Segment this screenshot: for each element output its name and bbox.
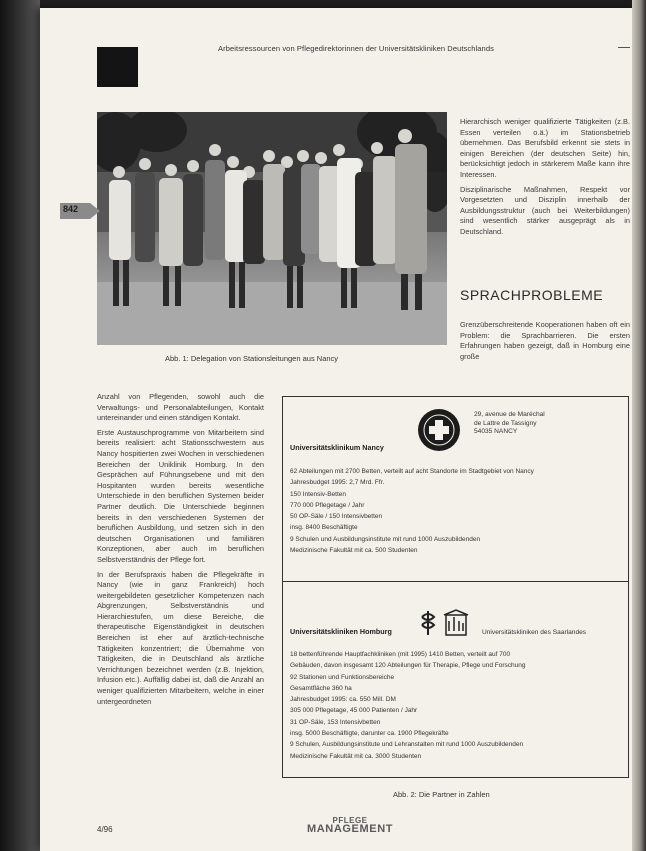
fact-line: 31 OP-Säle, 153 Intensivbetten bbox=[290, 718, 381, 726]
address-line: 54035 NANCY bbox=[474, 428, 518, 436]
fact-line: 150 Intensiv-Betten bbox=[290, 490, 347, 498]
magazine-logo-top: PFLEGE bbox=[332, 816, 368, 825]
page-edge bbox=[632, 0, 646, 851]
homburg-facts bbox=[290, 649, 526, 762]
fact-line: Gebäuden, davon insgesamt 120 Abteilungen für Therapie, Pflege und Forschung bbox=[290, 662, 526, 670]
magazine-logo-bottom: MANAGEMENT bbox=[307, 823, 394, 835]
fact-line: Jahresbudget 1995: ca. 550 Mill. DM bbox=[290, 696, 396, 704]
fact-line: 305 000 Pflegetage, 45 000 Patienten / Jahr bbox=[290, 707, 418, 715]
running-head: Arbeitsressourcen von Pflegedirektorinnen der Universitätskliniken Deutschlands bbox=[218, 44, 494, 53]
section-marker-block bbox=[97, 47, 138, 87]
fact-line: 9 Schulen und Ausbildungsinstitute mit rund 1000 Auszubildenden bbox=[290, 535, 481, 543]
fact-line: insg. 8400 Beschäftigte bbox=[290, 524, 358, 532]
fact-line: 50 OP-Säle / 150 Intensivbetten bbox=[290, 513, 383, 521]
photo-caption: Abb. 1: Delegation von Stationsleitungen aus Nancy bbox=[165, 354, 339, 363]
fact-line: Medizinische Fakultät mit ca. 500 Studenten bbox=[290, 547, 418, 555]
fact-line: 62 Abteilungen mit 2700 Betten, verteilt auf acht Standorte im Stadtgebiet von Nancy bbox=[290, 468, 534, 475]
left-column bbox=[97, 392, 264, 711]
book-spine-shadow bbox=[0, 0, 40, 851]
nancy-seal-logo bbox=[417, 408, 461, 452]
magazine-logo bbox=[307, 816, 393, 835]
fact-line: Jahresbudget 1995: 2,7 Mrd. Ffr. bbox=[290, 479, 385, 487]
paragraph: Anzahl von Pflegenden, sowohl auch die Verwaltungs- und Personalabteilungen, Kontakt untereinander und einen ständigen Kontakt. bbox=[97, 392, 264, 423]
homburg-subtitle: Universitätskliniken des Saarlandes bbox=[482, 629, 587, 636]
fact-line: Medizinische Fakultät mit ca. 3000 Studenten bbox=[290, 752, 422, 760]
address-line: 29, avenue de Maréchal bbox=[474, 411, 545, 418]
nancy-facts bbox=[290, 466, 534, 556]
paragraph: Disziplinarische Maßnahmen, Respekt vor Vorgesetzten und Disziplin innerhalb der Ausbildungsstruktur (auch bei Weiterbildungen) sind wesentlich stärker ausgeprägt als in Deutschland. bbox=[460, 184, 630, 236]
paragraph: Hierarchisch weniger qualifizierte Tätigkeiten (z.B. Essen verteilen o.ä.) im Stationsbetrieb übernehmen. Das Berufsbild erkennt sie stets in einigen Bereichen (der deutschen Seite) hin, berücksichtigt jedoch in stärkerem Maße kann ihre Interessen. bbox=[460, 117, 630, 179]
page-number: 842 bbox=[63, 204, 79, 214]
fact-line: Gesamtfläche 360 ha bbox=[290, 684, 352, 692]
box-divider bbox=[283, 581, 628, 582]
nancy-address bbox=[474, 411, 545, 437]
homburg-title: Universitätskliniken Homburg bbox=[290, 627, 392, 636]
fact-line: 92 Stationen und Funktionsbereiche bbox=[290, 673, 395, 681]
nancy-title: Universitätsklinikum Nancy bbox=[290, 443, 384, 452]
address-line: de Lattre de Tassigny bbox=[474, 419, 537, 427]
fact-line: 770 000 Pflegetage / Jahr bbox=[290, 501, 365, 509]
right-column-intro bbox=[460, 117, 630, 242]
fact-line: 18 bettenführende Hauptfachkliniken (mit 1995) 1410 Betten, verteilt auf 700 bbox=[290, 651, 511, 658]
section-heading: SPRACHPROBLEME bbox=[460, 287, 604, 303]
fact-line: insg. 5000 Beschäftigte, darunter ca. 1900 Pflegekräfte bbox=[290, 730, 449, 738]
right-column-section bbox=[460, 320, 630, 366]
paragraph: Erste Austauschprogramme von Mitarbeitern sind bereits realisiert: acht Stationsschwestern aus Nancy hospitierten zwei Wochen in verschiedenen Bereichen der Uniklinik Homburg. In den Gesprächen auf Führungsebene und mit den Hospitanten wurden bereits wesentliche Unterschiede in den beruflichen Systemen beider Partner deutlich. Die Unterschiede beginnen bereits in den verschiedenen Systemen der beruflichen Ausbildung, und setzen sich in den deutschen Organisationen und familiären Konzeptionen, aber auch im beruflichen Selbstverständnis der Pflege fort. bbox=[97, 427, 264, 564]
paragraph: Grenzüberschreitende Kooperationen haben oft ein Problem: die Sprachbarrieren. Die ersten Erfahrungen haben gezeigt, daß in Homburg eine große bbox=[460, 320, 630, 361]
footer-issue-number: 4/96 bbox=[97, 825, 113, 834]
fact-line: 9 Schulen, Ausbildungsinstitute und Lehranstalten mit rund 1000 Auszubildenden bbox=[290, 741, 524, 749]
box-caption: Abb. 2: Die Partner in Zahlen bbox=[393, 790, 490, 799]
paragraph: In der Berufspraxis haben die Pflegekräfte in Nancy (wie in ganz Frankreich) hoch weitergebildeten gesetzlicher Kompetenzen nach Abgrenzungen, Selbstverständnis und Hierarchiestufen, um diese Bereiche, die therapeutische Eigenständigkeit in deutschen Bereichen ist eher auf ärztlich-technische Tätigkeiten konzentriert; die Übernahme von Tätigkeiten, die in Deutschland als ärztliche Verrichtungen bezeichnet werden (z.B. Injektion, Infusion etc.). Auffällig dabei ist, daß die Anzahl an weniger qualifizierten Mitarbeitern, welche in einer untergeordneten bbox=[97, 569, 264, 706]
group-photo bbox=[97, 112, 447, 345]
corner-rule bbox=[618, 47, 630, 48]
